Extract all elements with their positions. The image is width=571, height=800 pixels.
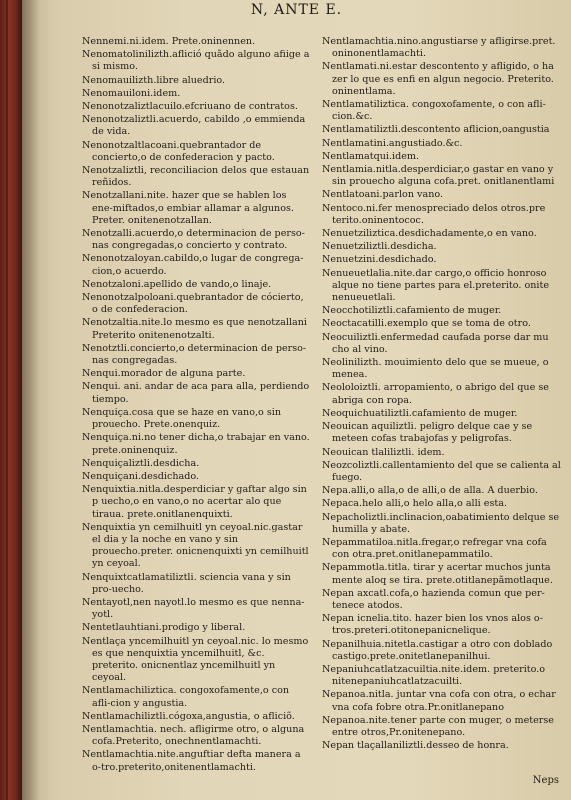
dictionary-entry: Nenuetziliztli.desdicha. <box>322 241 437 253</box>
dictionary-entry: Nenuetziliztica.desdichadamente,o en vano. <box>322 228 537 240</box>
dictionary-entry: Nepacholiztli.inclinacion,oabatimiento delque se humilla y abate. <box>322 511 560 535</box>
dictionary-entry: Nenonotzaltlacoani.quebrantador de concierto,o de confederacion y pacto. <box>82 139 275 163</box>
dictionary-entry: Nepanoa.nitla. juntar vna cofa con otra, o echar vna cofa fobre otra.Pr.onitlanepano <box>322 689 556 713</box>
dictionary-entry: Nepaniuhcatlatzacuiltia.nite.idem. preterito.o nitenepaniuhcatlatzacuilti. <box>322 663 546 688</box>
dictionary-entry: Neocuiliztli.enfermedad caufada porse dar mu cho al vino. <box>322 331 549 355</box>
dictionary-entry: Nentoco.ni.fer menospreciado delos otros.pre terito.oninentococ. <box>322 202 546 226</box>
dictionary-entry: Nenquixtia.nitla.desperdiciar y gaftar algo sin p uecho,o en vano,o no acertar alo que tiraua. prete.onitlanenquixti. <box>82 484 307 520</box>
dictionary-entry: Nenonotzalpoloani.quebrantador de cócierto, o de confederacion. <box>82 292 304 316</box>
book-page <box>22 0 571 800</box>
dictionary-entry: Nentlamachiliztli.cógoxa,angustia, o afliciõ. <box>82 710 295 722</box>
dictionary-entry: Nenqui.morador de alguna parte. <box>82 368 246 380</box>
dictionary-entry: Nentlaça yncemilhuitl yn ceyoal.nic. lo mesmo es que nenquixtia yncemilhuitl, &c. preterito. onicnentlaz yncemilhuitl yn ceyoal. <box>82 635 309 684</box>
dictionary-entry: Neoctacatilli.exemplo que se toma de otro. <box>322 318 531 330</box>
dictionary-entry: Nenqui. ani. andar de aca para alla, perdiendo tiempo. <box>82 381 310 405</box>
dictionary-entry: Nepan axcatl.cofa,o hazienda comun que per-tenece atodos. <box>322 587 545 611</box>
dictionary-entry: Nentetlauhtiani.prodigo y liberal. <box>82 622 246 634</box>
dictionary-entry: Nenueuetlalia.nite.dar cargo,o officio honroso alque no tiene partes para el.preterito. onite nenueuetlali. <box>322 267 550 304</box>
dictionary-entry: Nenuetzini.desdichado. <box>322 254 437 266</box>
running-head: N, ANTE E. <box>250 2 343 18</box>
dictionary-entry: Nenonotzaliztlacuilo.efcriuano de contratos. <box>82 101 298 113</box>
dictionary-entry: Nenonotzaloyan.cabildo,o lugar de congrega-cion,o acuerdo. <box>82 253 304 277</box>
dictionary-entry: Nenotzaliztli, reconciliacion delos que estauan reñidos. <box>82 165 310 189</box>
dictionary-entry: Nepammatiloa.nitla.fregar,o refregar vna cofa con otra.pret.onitlanepammatilo. <box>322 536 547 561</box>
dictionary-entry: Nenomauiloni.idem. <box>82 87 181 99</box>
dictionary-entry: Nenquixtcatlamatiliztli. sciencia vana y sin pro-uecho. <box>82 571 291 595</box>
dictionary-entry: Nepaca.helo alli,o helo alla,o alli esta. <box>322 498 508 510</box>
dictionary-entry: Neouican tlaliliztli. idem. <box>322 446 445 458</box>
dictionary-entry: Nepan icnelia.tito. hazer bien los vnos alos o-tros.preteri.otitonepanicnelique. <box>322 613 543 637</box>
dictionary-entry: Nentlamachiliztica. congoxofamente,o con afli-cion y angustia. <box>82 685 290 709</box>
dictionary-entry: Nentlatoani.parlon vano. <box>322 189 444 201</box>
dictionary-entry: Nenotzallani.nite. hazer que se hablen los ene-miftados,o embiar allamar a algunos. Preter. onitenenotzallan. <box>82 190 294 226</box>
dictionary-entry: Nentlamati.ni.estar descontento y afligido, o ha zer lo que es enfi en algun negocio. Preterito. oninentlama. <box>322 61 554 97</box>
dictionary-entry: Nenotzaloni.apellido de vando,o linaje. <box>82 278 272 290</box>
dictionary-entry: Nenomauilizth.libre aluedrio. <box>82 74 226 86</box>
dictionary-entry: Nentlamatqui.idem. <box>322 150 420 162</box>
dictionary-entry: Nentlamia.nitla.desperdiciar,o gastar en vano y sin prouecho alguna cofa.pret. onitlanentlami <box>322 164 555 188</box>
dictionary-entry: Nenquiçaliztli.desdicha. <box>82 457 200 469</box>
dictionary-entry: Nenotzaltia.nite.lo mesmo es que nenotzallani Preterito onitenenotzalti. <box>82 317 308 341</box>
dictionary-entry: Neocchotiliztli.cafamiento de muger. <box>322 305 502 317</box>
dictionary-entry: Neozcoliztli.callentamiento del que se calienta al fuego. <box>322 459 561 483</box>
right-column <box>322 36 562 753</box>
dictionary-entry: Nentlamatiliztica. congoxofamente, o con afli-cion.&c. <box>322 99 546 123</box>
dictionary-entry: Nepanilhuia.nitetla.castigar a otro con doblado castigo.prete.onitetlanepanilhui. <box>322 638 553 662</box>
dictionary-entry: Nentlamachtia.nite.anguftiar defta manera a o-tro.preterito,onitenentlamachti. <box>82 749 301 773</box>
dictionary-entry: Nenquixtia yn cemilhuitl yn ceyoal.nic.gastar el dia y la noche en vano y sin prouecho.preter. onicnenquixti yn cemilhuitl yn ceyoal. <box>82 521 309 570</box>
catchword: Neps <box>532 775 559 786</box>
dictionary-entry: Neolinilizth. mouimiento delo que se mueue, o menea. <box>322 357 549 381</box>
dictionary-entry: Neoquichuatiliztli.cafamiento de muger. <box>322 407 518 419</box>
dictionary-entry: Nennemi.ni.idem. Prete.oninennen. <box>82 36 256 47</box>
dictionary-entry: Nentayotl,nen nayotl.lo mesmo es que nenna-yotl. <box>82 596 305 621</box>
dictionary-entry: Neouican aquiliztli. peligro delque cae y se meteen cofas trabajofas y peligrofas. <box>322 421 533 445</box>
dictionary-entry: Nentlamatiliztli.descontento aflicion,oangustia <box>322 124 550 136</box>
dictionary-entry: Nenquiça.cosa que se haze en vano,o sin prouecho. Prete.onenquiz. <box>82 406 282 431</box>
dictionary-entry: Neololoiztli. arropamiento, o abrigo del que se abriga con ropa. <box>322 382 549 406</box>
dictionary-entry: Nepammotla.titla. tirar y acertar muchos junta mente aloq se tira. prete.otitlanepãmotlaque. <box>322 562 553 586</box>
dictionary-entry: Nepan tlaçallaniliztli.desseo de honra. <box>322 740 509 752</box>
dictionary-entry: Nenotzalli.acuerdo,o determinacion de perso-nas congregadas,o concierto y contrato. <box>82 228 305 252</box>
dictionary-entry: Nenquiçani.desdichado. <box>82 470 200 482</box>
dictionary-entry: Nenomatolinilizth.aflició quãdo alguno afiige a si mismo. <box>82 49 310 73</box>
dictionary-entry: Nepa.alli,o alla,o de alli,o de alla. A duerbio. <box>322 485 538 497</box>
dictionary-entry: Nentlamachtia.nino.angustiarse y afligirse.pret. oninonentlamachti. <box>322 36 556 60</box>
left-column <box>82 36 310 775</box>
book-binding <box>0 0 22 800</box>
dictionary-entry: Nepanoa.nite.tener parte con muger, o meterse entre otros,Pr.onitenepano. <box>322 714 554 738</box>
dictionary-entry: Nenonotzaliztli.acuerdo, cabildo ,o emmienda de vida. <box>82 114 306 138</box>
dictionary-entry: Nenotztli.concierto,o determinacion de perso-nas congregadas. <box>82 342 307 367</box>
dictionary-entry: Nentlamatini.angustiado.&c. <box>322 137 463 149</box>
dictionary-entry: Nenquiça.ni.no tener dicha,o trabajar en vano. prete.oninenquiz. <box>82 432 310 456</box>
dictionary-entry: Nentlamachtia. nech. afligirme otro, o alguna cofa.Preterito, onechnentlamachti. <box>82 723 305 748</box>
